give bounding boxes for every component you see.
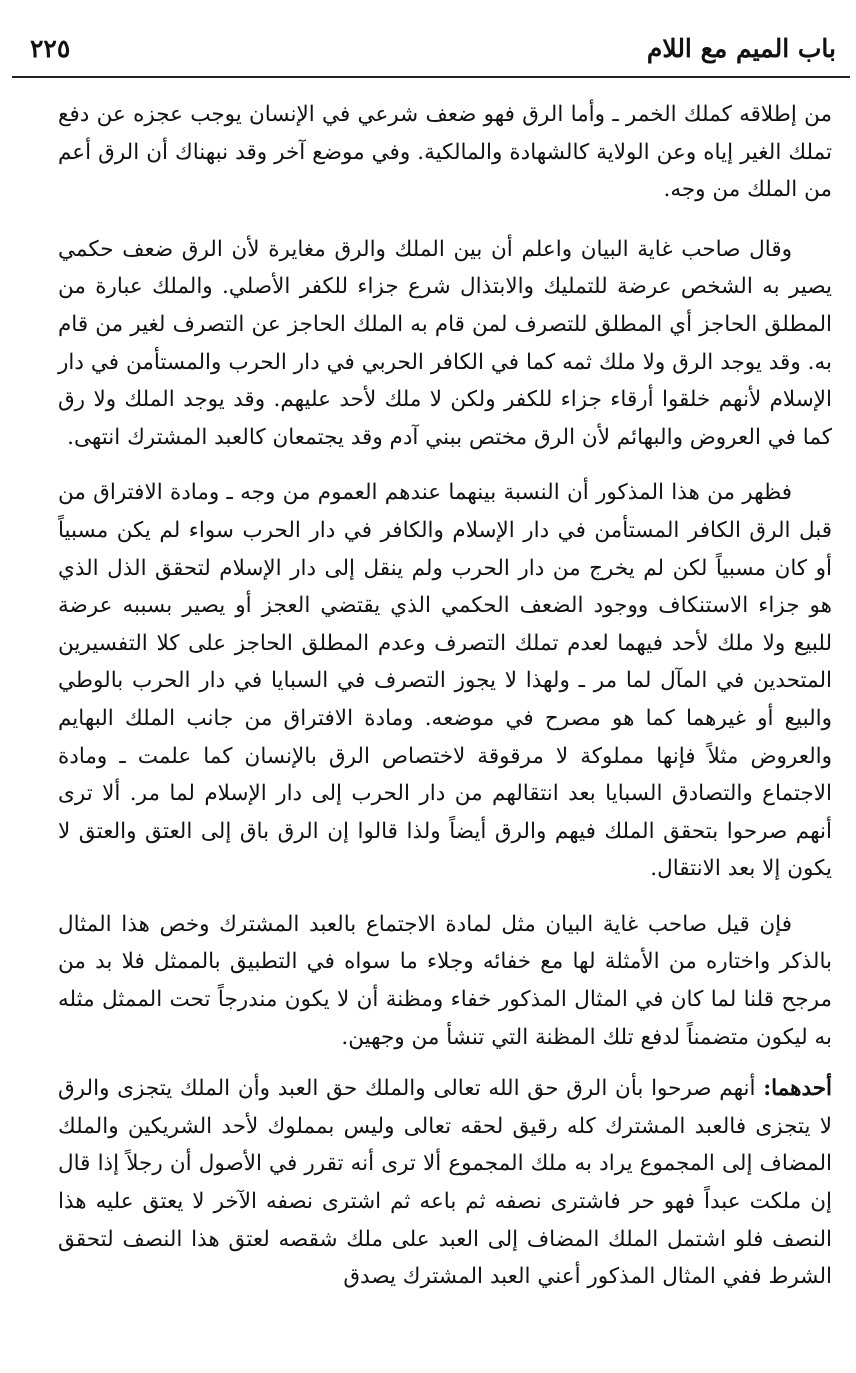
running-title: باب الميم مع اللام — [646, 34, 836, 63]
paragraph — [58, 231, 832, 457]
paragraph-text: فإن قيل صاحب غاية البيان مثل لمادة الاجتماع بالعبد المشترك وخص هذا المثال بالذكر واختاره من الأمثلة لها مع خفائه وجلاء ما سواه في التطبيق بالممثل فلا بد من مرجح قلنا لما كان في المثال المذكور خفاء ومظنة أن لا يكون مندرجاً تحت الممثل مثله به ليكون متضمناً لدفع تلك المظنة التي تنشأ من وجهين. — [58, 911, 832, 1050]
paragraph-text: فظهر من هذا المذكور أن النسبة بينهما عندهم العموم من وجه ـ ومادة الافتراق من قبل الرق الكافر المستأمن في دار الإسلام والكافر في دار الحرب سواء لم يكن مسبياً أو كان مسبياً لكن لم يخرج من دار الحرب ولم ينقل إلى دار الإسلام لتحقق الذل الذي هو جزاء الاستنكاف ووجود الضعف الحكمي الذي يقتضي العجز أو يصير بسببه عرضة للبيع ولا ملك لأحد فيهما لعدم تملك التصرف وعدم المطلق الحاجز على كلا التفسيرين المتحدين في المآل لما مر ـ ولهذا لا يجوز التصرف في السبايا في دار الحرب بالوطي والبيع أو غيرهما كما هو مصرح في موضعه. ومادة الافتراق من جانب الملك البهايم والعروض مثلاً فإنها مملوكة لا مرقوقة لاختصاص الرق بالإنسان كما علمت ـ ومادة الاجتماع والتصادق السبايا بعد انتقالهم من دار الحرب إلى دار الإسلام لما مر. ألا ترى أنهم صرحوا بتحقق الملك فيهم والرق أيضاً ولذا قالوا إن الرق باق إلى العتق والعتق لا يكون إلا بعد الانتقال. — [58, 480, 832, 882]
page-header — [18, 30, 836, 80]
paragraph-text: أنهم صرحوا بأن الرق حق الله تعالى والملك حق العبد وأن الملك يتجزى والرق لا يتجزى فالعبد المشترك كله رقيق لحقه تعالى وليس بمملوك لأحد الشريكين والملك المضاف إلى المجموع يراد به ملك المجموع ألا ترى أنه تقرر في الأصول أن رجلاً إذا قال إن ملكت عبداً فهو حر فاشترى نصفه ثم باعه ثم اشترى نصفه الآخر لا يعتق عليه هذا النصف فلو اشتمل الملك المضاف إلى العبد على ملك شقصه لعتق هذا النصف لتحقق الشرط ففي المثال المذكور أعني العبد المشترك يصدق — [58, 1076, 832, 1290]
paragraph — [58, 474, 832, 888]
page-number: ٢٢٥ — [30, 34, 71, 63]
paragraph-lead-word: أحدهما: — [763, 1076, 832, 1102]
paragraph — [58, 96, 832, 209]
paragraph-text: وقال صاحب غاية البيان واعلم أن بين الملك والرق مغايرة لأن الرق ضعف حكمي يصير به الشخص عرضة للتمليك والابتذال شرع جزاء للكفر الأصلي. والملك عبارة من المطلق الحاجز أي المطلق للتصرف لمن قام به الملك الحاجز عن التصرف لغير من قام به. وقد يوجد الرق ولا ملك ثمه كما في الكافر الحربي في دار الحرب والمستأمن في دار الإسلام لأنهم خلقوا أرقاء جزاء للكفر ولكن لا ملك لأحد عليهم. وقد يوجد الملك ولا رق كما في العروض والبهائم لأن الرق مختص ببني آدم وقد يجتمعان كالعبد المشترك انتهى. — [58, 236, 832, 450]
header-rule — [12, 76, 850, 78]
paragraph-text: من إطلاقه كملك الخمر ـ وأما الرق فهو ضعف شرعي في الإنسان يوجب عجزه عن دفع تملك الغير إياه وعن الولاية كالشهادة والمالكية. وفي موضع آخر وقد نبهناك أن الرق أعم من الملك من وجه. — [58, 102, 832, 203]
paragraph — [58, 906, 832, 1056]
paragraph — [58, 1070, 832, 1296]
body-text — [58, 96, 832, 1296]
